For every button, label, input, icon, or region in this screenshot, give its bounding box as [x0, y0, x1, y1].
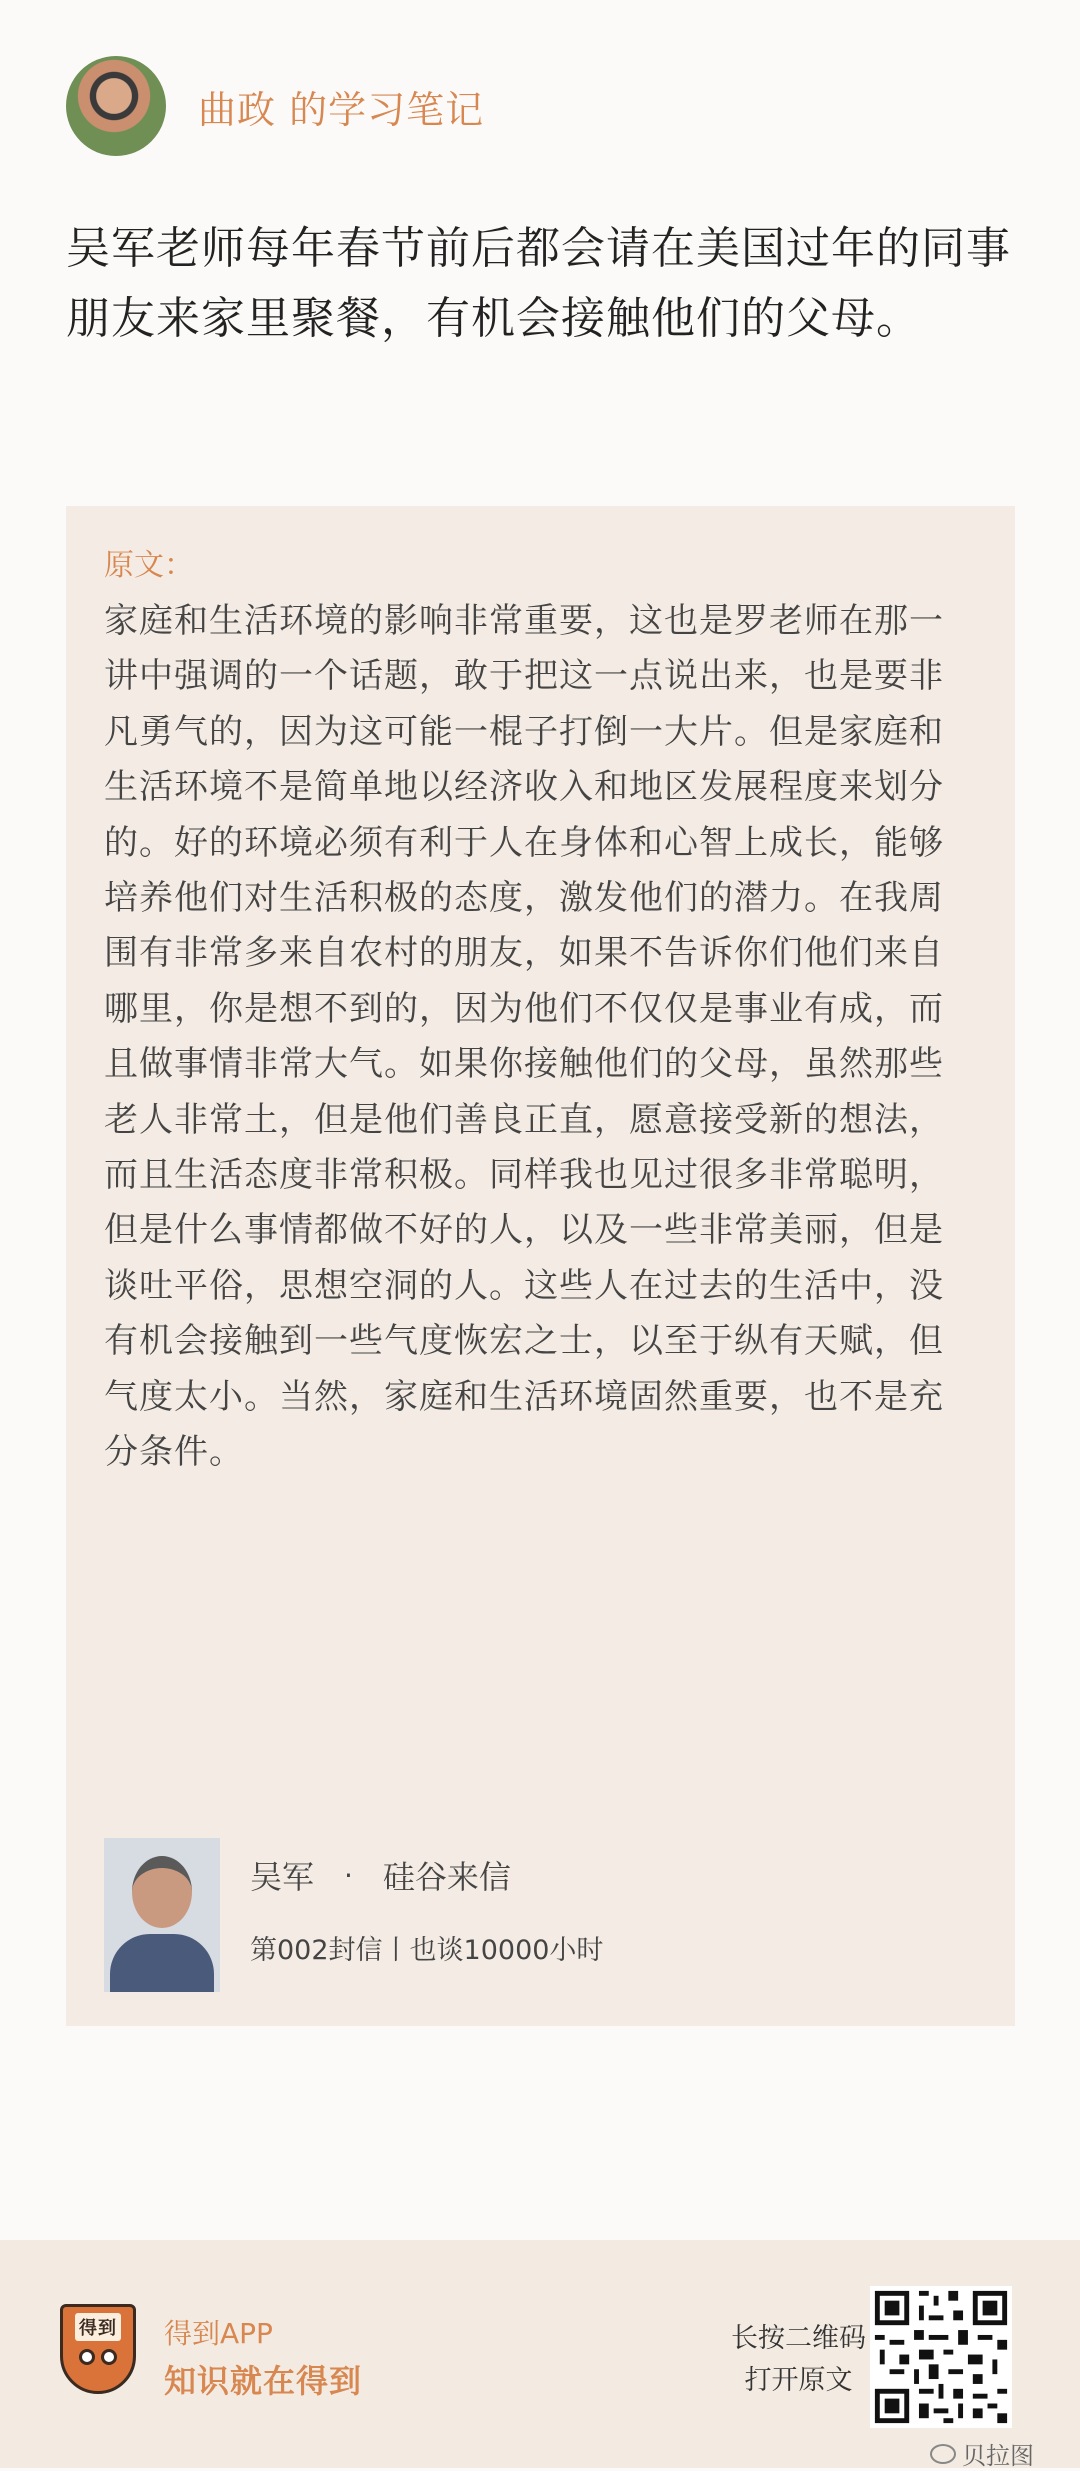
qr-hint-line1: 长按二维码 [731, 2323, 866, 2354]
qr-code-icon[interactable] [870, 2286, 1012, 2428]
note-author-title[interactable]: 曲政 的学习笔记 [198, 87, 485, 132]
author-avatar[interactable] [66, 56, 166, 156]
quote-label: 原文： [104, 548, 194, 583]
qr-hint-line2: 打开原文 [744, 2365, 853, 2396]
source-episode: 第002封信丨也谈10000小时 [250, 1935, 604, 1966]
source-author-photo [104, 1838, 220, 1992]
source-card[interactable] [104, 1838, 603, 1992]
note-text: 吴军老师每年春节前后都会请在美国过年的同事朋友来家里聚餐，有机会接触他们的父母。 [66, 223, 1011, 344]
note-header [66, 56, 484, 156]
wechat-icon [930, 2444, 956, 2464]
source-separator: · [344, 1858, 353, 1892]
app-name: 得到APP [164, 2317, 273, 2350]
qr-hint [731, 2318, 866, 2402]
quote-card [66, 506, 1015, 2026]
logo-text: 得到 [75, 2313, 121, 2341]
source-author: 吴军 [250, 1858, 315, 1896]
footer-banner [0, 2240, 1080, 2468]
watermark [930, 2436, 1034, 2471]
quote-body: 家庭和生活环境的影响非常重要，这也是罗老师在那一讲中强调的一个话题，敢于把这一点说出来，也是要非凡勇气的，因为这可能一棍子打倒一大片。但是家庭和生活环境不是简单地以经济收入和地区发展程度来划分的。好的环境必须有利于人在身体和心智上成长，能够培养他们对生活积极的态度，激发他们的潜力。在我周围有非常多来自农村的朋友，如果不告诉你们他们来自哪里，你是想不到的，因为他们不仅仅是事业有成，而且做事情非常大气。如果你接触他们的父母，虽然那些老人非常土，但是他们善良正直，愿意接受新的想法，而且生活态度非常积极。同样我也见过很多非常聪明，但是什么事情都做不好的人，以及一些非常美丽，但是谈吐平俗，思想空洞的人。这些人在过去的生活中，没有机会接触到一些气度恢宏之士，以至于纵有天赋，但气度太小。当然，家庭和生活环境固然重要，也不是充分条件。 [104, 601, 944, 1473]
dedao-logo-icon [60, 2304, 136, 2394]
source-info [250, 1838, 603, 1992]
source-column: 硅谷来信 [382, 1858, 511, 1896]
watermark-text: 贝拉图 [962, 2442, 1034, 2470]
app-slogan: 知识就在得到 [164, 2362, 363, 2400]
